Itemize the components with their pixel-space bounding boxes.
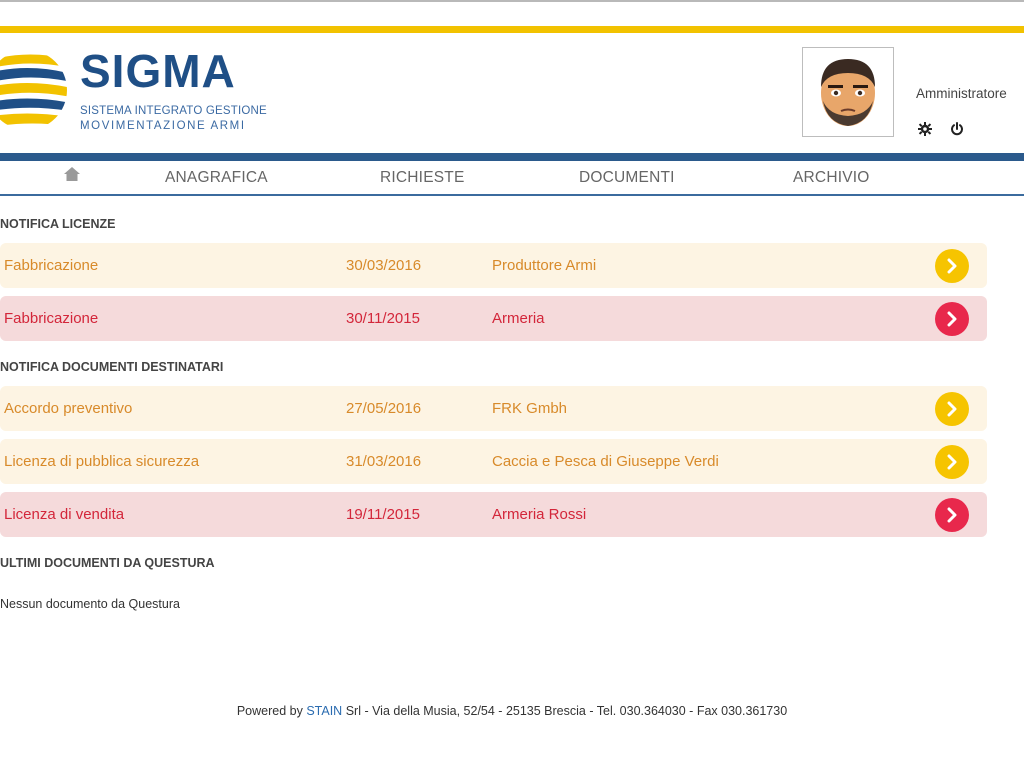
footer-prefix: Powered by bbox=[236, 704, 303, 718]
user-name: Amministratore bbox=[916, 86, 1007, 101]
row-type: Accordo preventivo bbox=[4, 400, 133, 417]
row-entity: FRK Gmbh bbox=[492, 400, 568, 417]
row-date: 30/03/2016 bbox=[346, 257, 422, 274]
logo-title: SIGMA bbox=[80, 45, 236, 97]
footer-address: Srl - Via della Musia, 52/54 - 25135 Brescia - Tel. 030.364030 - Fax 030.361730 bbox=[345, 704, 788, 718]
chevron-right-icon[interactable] bbox=[935, 392, 969, 426]
nav-item-richieste[interactable]: RICHIESTE bbox=[380, 169, 465, 186]
row-type: Fabbricazione bbox=[4, 310, 99, 327]
list-item[interactable] bbox=[0, 439, 987, 484]
row-type: Fabbricazione bbox=[4, 257, 99, 274]
row-date: 30/11/2015 bbox=[346, 310, 420, 327]
section-title-destinatari: NOTIFICA DOCUMENTI DESTINATARI bbox=[0, 360, 224, 374]
top-border bbox=[0, 0, 1024, 2]
sigma-globe-logo-icon bbox=[0, 49, 68, 131]
logo-subtitle-line1: SISTEMA INTEGRATO GESTIONE bbox=[80, 105, 267, 117]
chevron-right-icon[interactable] bbox=[935, 445, 969, 479]
list-item[interactable] bbox=[0, 492, 987, 537]
row-entity: Armeria Rossi bbox=[492, 506, 587, 523]
chevron-right-icon[interactable] bbox=[935, 302, 969, 336]
row-type: Licenza di pubblica sicurezza bbox=[4, 453, 200, 470]
logo-subtitle-line2: MOVIMENTAZIONE ARMI bbox=[80, 120, 246, 132]
top-accent-bar bbox=[0, 26, 1024, 33]
row-date: 31/03/2016 bbox=[346, 453, 422, 470]
avatar-face-icon bbox=[813, 53, 883, 131]
footer bbox=[0, 704, 1024, 718]
row-entity: Armeria bbox=[492, 310, 545, 327]
chevron-right-icon[interactable] bbox=[935, 249, 969, 283]
chevron-right-icon[interactable] bbox=[935, 498, 969, 532]
list-item[interactable] bbox=[0, 386, 987, 431]
main-nav bbox=[0, 161, 1024, 195]
nav-item-archivio[interactable]: ARCHIVIO bbox=[793, 169, 870, 186]
row-type: Licenza di vendita bbox=[4, 506, 125, 523]
section-title-licenze: NOTIFICA LICENZE bbox=[0, 217, 116, 231]
gear-icon[interactable] bbox=[918, 122, 932, 136]
row-date: 19/11/2015 bbox=[346, 506, 420, 523]
row-date: 27/05/2016 bbox=[346, 400, 422, 417]
footer-company-link[interactable]: STAIN bbox=[306, 704, 343, 718]
header bbox=[0, 33, 1024, 153]
row-entity: Produttore Armi bbox=[492, 257, 597, 274]
nav-divider bbox=[0, 194, 1024, 196]
list-item[interactable] bbox=[0, 243, 987, 288]
section-title-questura: ULTIMI DOCUMENTI DA QUESTURA bbox=[0, 556, 215, 570]
home-icon[interactable] bbox=[63, 166, 81, 182]
nav-item-anagrafica[interactable]: ANAGRAFICA bbox=[165, 169, 268, 186]
row-entity: Caccia e Pesca di Giuseppe Verdi bbox=[492, 453, 719, 470]
nav-item-documenti[interactable]: DOCUMENTI bbox=[579, 169, 675, 186]
avatar[interactable] bbox=[802, 47, 894, 137]
power-icon[interactable] bbox=[950, 122, 964, 136]
empty-state-text: Nessun documento da Questura bbox=[0, 597, 180, 611]
header-divider bbox=[0, 153, 1024, 161]
list-item[interactable] bbox=[0, 296, 987, 341]
